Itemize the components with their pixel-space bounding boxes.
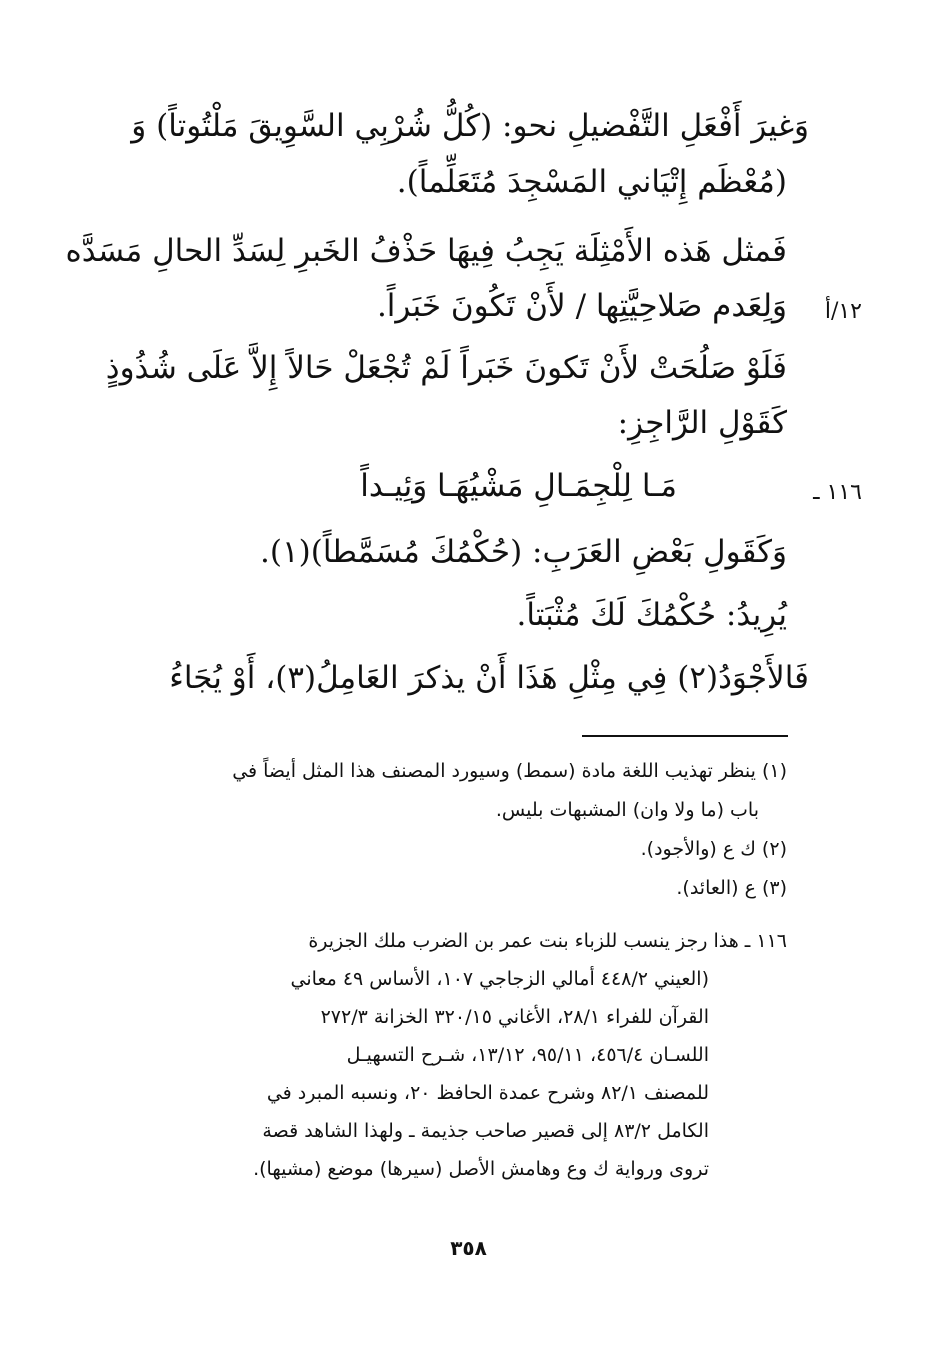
verse-note-line-5: للمصنف ٨٢/١ وشرح عمدة الحافظ ٢٠، ونسبه المبرد في bbox=[266, 1082, 709, 1104]
body-line-1: وَغيرَ أَفْعَلِ التَّفْضيلِ نحو: (كُلُّ شُرْبِي السَّوِيقَ مَلْتُوتاً) وَ bbox=[131, 108, 809, 144]
body-line-6: كَقَوْلِ الرَّاجِزِ: bbox=[617, 405, 787, 441]
page-number: ٣٥٨ bbox=[450, 1236, 487, 1260]
footnote-separator bbox=[582, 735, 788, 737]
verse-note-line-6: الكامل ٨٣/٢ إلى قصير صاحب جذيمة ـ ولهذا الشاهد قصة bbox=[262, 1120, 709, 1142]
verse-line: مَـا لِلْجِمَـالِ مَشْيُهَـا وَئِيـداً bbox=[360, 468, 677, 504]
margin-folio-marker: ١٢/أ bbox=[824, 299, 862, 324]
body-line-2: (مُعْظَم إِتْيَاني المَسْجِدَ مُتَعَلِّماً). bbox=[396, 164, 787, 200]
verse-note-line-1: ١١٦ ـ هذا رجز ينسب للزباء بنت عمر بن الضرب ملك الجزيرة bbox=[308, 930, 787, 952]
footnote-2: (٢) ك ع (والأجود). bbox=[640, 838, 787, 860]
verse-note-line-4: اللسـان ٤٥٦/٤، ٩٥/١١، ١٣/١٢، شـرح التسهيـل bbox=[346, 1044, 709, 1066]
footnote-1-line-2: باب (ما ولا وان) المشبهات بليس. bbox=[495, 799, 759, 821]
body-line-5: فَلَوْ صَلُحَتْ لأَنْ تَكونَ خَبَراً لَمْ تُجْعَلْ حَالاً إِلاَّ عَلَى شُذُوذٍ bbox=[105, 350, 787, 386]
body-line-9: فَالأَجْوَدُ(٢) فِي مِثْلِ هَذَا أَنْ يذكرَ العَامِلُ(٣)، أَوْ يُجَاءُ bbox=[169, 660, 809, 696]
footnote-1-line-1: (١) ينظر تهذيب اللغة مادة (سمط) وسيورد المصنف هذا المثل أيضاً في bbox=[232, 760, 787, 782]
verse-number: ١١٦ ـ bbox=[813, 480, 862, 505]
body-line-8: يُرِيدُ: حُكْمُكَ لَكَ مُثْبَتاً. bbox=[516, 597, 787, 633]
verse-note-line-7: تروى ورواية ك وع وهامش الأصل (سيرها) موضع (مشيها). bbox=[253, 1158, 709, 1180]
footnote-3: (٣) ع (العائد). bbox=[676, 877, 787, 899]
body-line-3: فَمثل هَذه الأَمْثِلَة يَجِبُ فِيهَا حَذْفُ الخَبرِ لِسَدِّ الحالِ مَسَدَّه bbox=[65, 233, 787, 269]
body-line-7: وَكَقَولِ بَعْضِ العَرَبِ: (حُكْمُكَ مُسَمَّطاً)(١). bbox=[260, 534, 787, 570]
verse-note-line-3: القرآن للفراء ٢٨/١، الأغاني ٣٢٠/١٥ الخزانة ٢٧٢/٣ bbox=[320, 1006, 709, 1028]
body-line-4: وَلِعَدم صَلاحِيَّتِها / لأَنْ تَكُونَ خَبَراً. bbox=[376, 288, 787, 324]
verse-note-line-2: (العيني ٤٤٨/٢ أمالي الزجاجي ١٠٧، الأساس ٤٩ معاني bbox=[290, 968, 709, 990]
